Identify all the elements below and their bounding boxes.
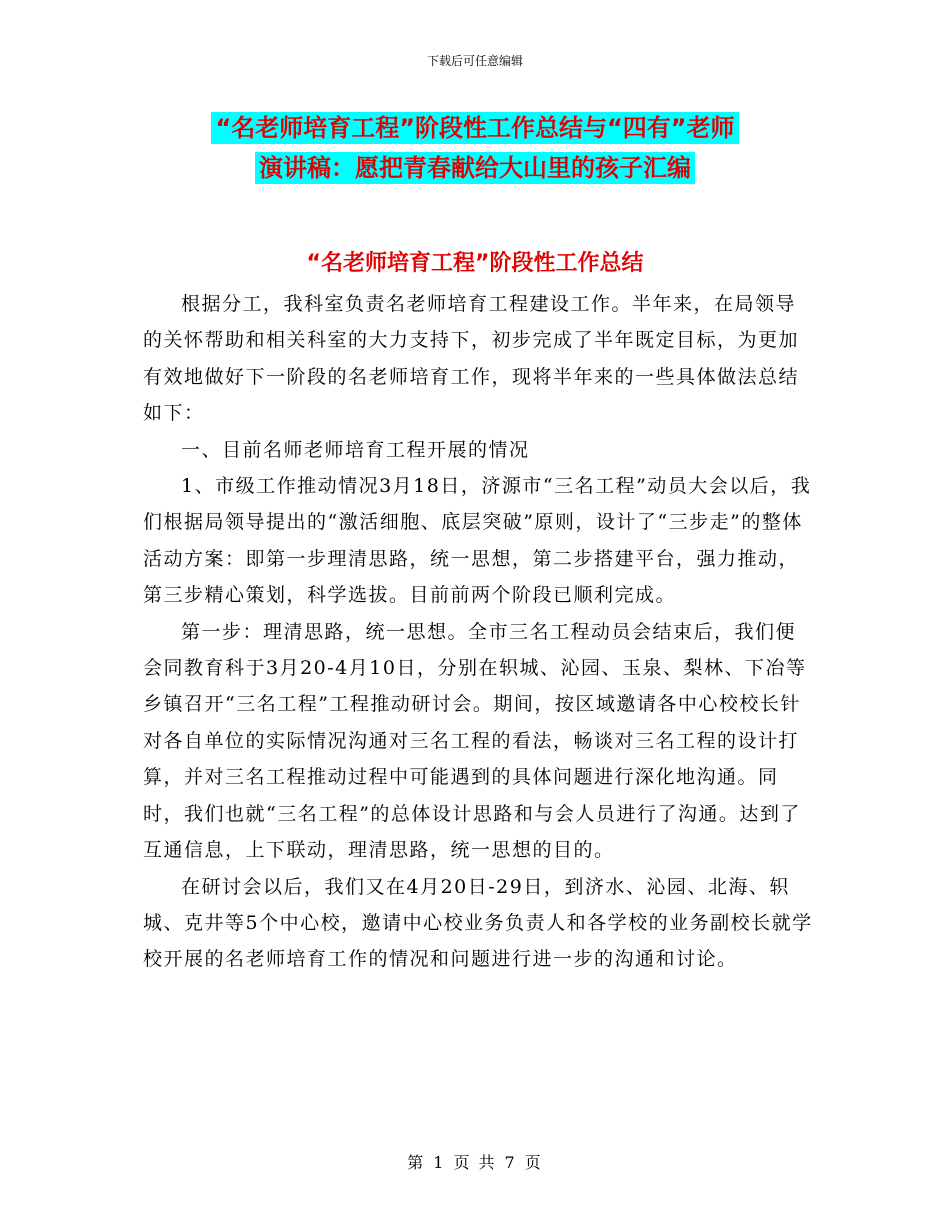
body-paragraph: 一、目前名师老师培育工程开展的情况: [181, 438, 530, 461]
document-title: [0, 108, 950, 188]
section-heading: “名老师培育工程”阶段性工作总结: [306, 251, 644, 276]
document-title-text-1: “名老师培育工程”阶段性工作总结与“四有”老师: [211, 112, 738, 144]
document-title-text-2: 演讲稿：愿把青春献给大山里的孩子汇编: [255, 152, 695, 184]
body-paragraph: 根据分工，我科室负责名老师培育工程建设工作。半年来，在局领导的关怀帮助和相关科室的大力支持下，初步完成了半年既定目标，为更加有效地做好下一阶段的名老师培育工作，现将半年来的一些具体做法总结如下：: [143, 293, 800, 425]
body-paragraph: 在研讨会以后，我们又在4月20日-29日，到济水、沁园、北海、轵城、克井等5个中心校，邀请中心校业务负责人和各学校的业务副校长就学校开展的名老师培育工作的情况和问题进行进一步的沟通和讨论。: [143, 875, 813, 971]
footer-suffix: 页: [524, 1153, 543, 1172]
footer-page-number: 1: [433, 1153, 446, 1172]
document-title-line-1: [0, 108, 950, 148]
body-paragraph: 1、市级工作推动情况3月18日，济源市“三名工程”动员大会以后，我们根据局领导提出的“激活细胞、底层突破”原则，设计了“三步走”的整体活动方案：即第一步理清思路，统一思想，第二步搭建平台，强力推动，第三步精心策划，科学选拔。目前前两个阶段已顺利完成。: [143, 475, 812, 607]
page-header-note: 下载后可任意编辑: [426, 54, 523, 68]
footer-total-pages: 7: [504, 1153, 517, 1172]
body-paragraph: 第一步：理清思路，统一思想。全市三名工程动员会结束后，我们便会同教育科于3月20-4月10日，分别在轵城、沁园、玉泉、梨林、下冶等乡镇召开“三名工程”工程推动研讨会。期间，按区域邀请各中心校校长针对各自单位的实际情况沟通对三名工程的看法，畅谈对三名工程的设计打算，并对三名工程推动过程中可能遇到的具体问题进行深化地沟通。同时，我们也就“三名工程”的总体设计思路和与会人员进行了沟通。达到了互通信息，上下联动，理清思路，统一思想的目的。: [143, 620, 807, 862]
document-body: [143, 286, 813, 978]
footer-prefix: 第: [407, 1153, 426, 1172]
footer-middle: 页 共: [453, 1153, 497, 1172]
document-title-line-2: [0, 148, 950, 188]
page-footer: [0, 1152, 950, 1174]
